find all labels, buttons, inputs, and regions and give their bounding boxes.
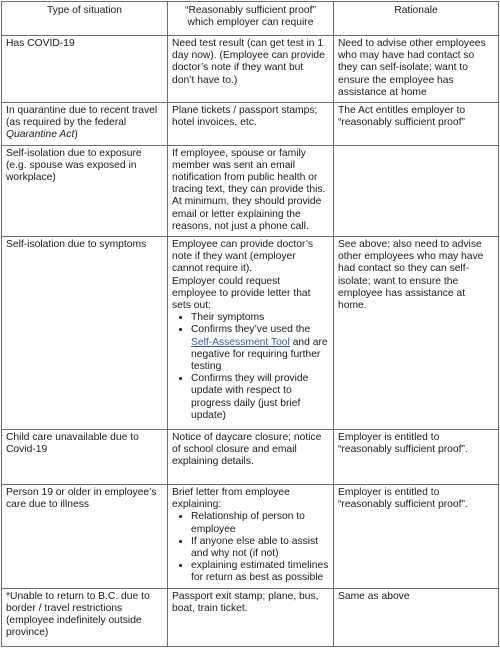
proof-cell: Plane tickets / passport stamps; hotel invoices, etc. <box>168 103 334 146</box>
table-row <box>2 430 499 485</box>
table-row <box>2 588 499 646</box>
header-type-of-situation: Type of situation <box>2 2 168 36</box>
list-item: • Relationship of person to employee <box>191 511 329 535</box>
proof-cell: Passport exit stamp; plane, bus, boat, train ticket. <box>168 588 334 646</box>
proof-cell: Notice of daycare closure; notice of school closure and email explaining details. <box>168 430 334 485</box>
situation-cell: Has COVID-19 <box>2 36 168 103</box>
table-row <box>2 103 499 146</box>
table-row <box>2 485 499 589</box>
table-row <box>2 145 499 236</box>
table-row <box>2 36 499 103</box>
list-item: • Confirms they’ve used the Self-Assessment Tool and are negative for requiring further testing <box>191 324 329 373</box>
list-item: • If anyone else able to assist and why not (if not) <box>191 536 329 560</box>
situation-cell: *Unable to return to B.C. due to border / travel restrictions (employee indefinitely outside province) <box>2 588 168 646</box>
rationale-cell: See above; also need to advise other employees who may have had contact so they can self- isolate; want to ensure the employee has assistance at home. <box>334 237 499 430</box>
self-assessment-tool-link[interactable]: Self-Assessment Tool <box>191 336 290 348</box>
rationale-cell: Need to advise other employees who may have had contact so they can self-isolate; want to ensure the employee has assistance at home <box>334 36 499 103</box>
rationale-cell: The Act entitles employer to “reasonably sufficient proof” <box>334 103 499 146</box>
situation-cell: In quarantine due to recent travel (as required by the federal Quarantine Act) <box>2 103 168 146</box>
list-item: • Their symptoms <box>191 312 329 324</box>
list-item: • explaining estimated timelines for return as best as possible <box>191 560 329 584</box>
proof-cell: If employee, spouse or family member was sent an email notification from public health or tracing text, they can provide this. At minimum, they should provide email or letter explaining the reasons, not just a phone call. <box>168 145 334 236</box>
proof-bullet-list <box>172 511 329 584</box>
situation-cell: Self-isolation due to exposure (e.g. spouse was exposed in workplace) <box>2 145 168 236</box>
list-item: • Confirms they will provide update with respect to progress daily (just brief update) <box>191 373 329 422</box>
rationale-cell <box>334 145 499 236</box>
rationale-cell: Same as above <box>334 588 499 646</box>
situation-cell: Child care unavailable due to Covid-19 <box>2 430 168 485</box>
proof-cell: Need test result (can get test in 1 day now). (Employee can provide doctor’s note if they want but don’t have to.) <box>168 36 334 103</box>
rationale-cell: Employer is entitled to “reasonably sufficient proof”. <box>334 430 499 485</box>
proof-cell: Employee can provide doctor’s note if they want (employer cannot require it). Employer could request employee to provide letter that sets out: • Their symptoms • Confirms they’ve used the Self-Assessment Tool and are negative for requiring further testing • Confirms they will provide update with respect to progress daily (just brief update) <box>168 237 334 430</box>
rationale-cell: Employer is entitled to “reasonably sufficient proof”. <box>334 485 499 589</box>
header-reasonably-sufficient-proof: “Reasonably sufficient proof” which employer can require <box>168 2 334 36</box>
table-header-row <box>2 2 499 36</box>
situation-cell: Person 19 or older in employee’s care due to illness <box>2 485 168 589</box>
proof-cell: Brief letter from employee explaining: • Relationship of person to employee • If anyone else able to assist and why not (if not) • explaining estimated timelines for return as best as possible <box>168 485 334 589</box>
header-rationale: Rationale <box>334 2 499 36</box>
quarantine-act-title: Quarantine Act <box>6 129 75 141</box>
requirements-table <box>1 1 499 647</box>
table-row <box>2 237 499 430</box>
situation-cell: Self-isolation due to symptoms <box>2 237 168 430</box>
proof-bullet-list <box>172 312 329 422</box>
